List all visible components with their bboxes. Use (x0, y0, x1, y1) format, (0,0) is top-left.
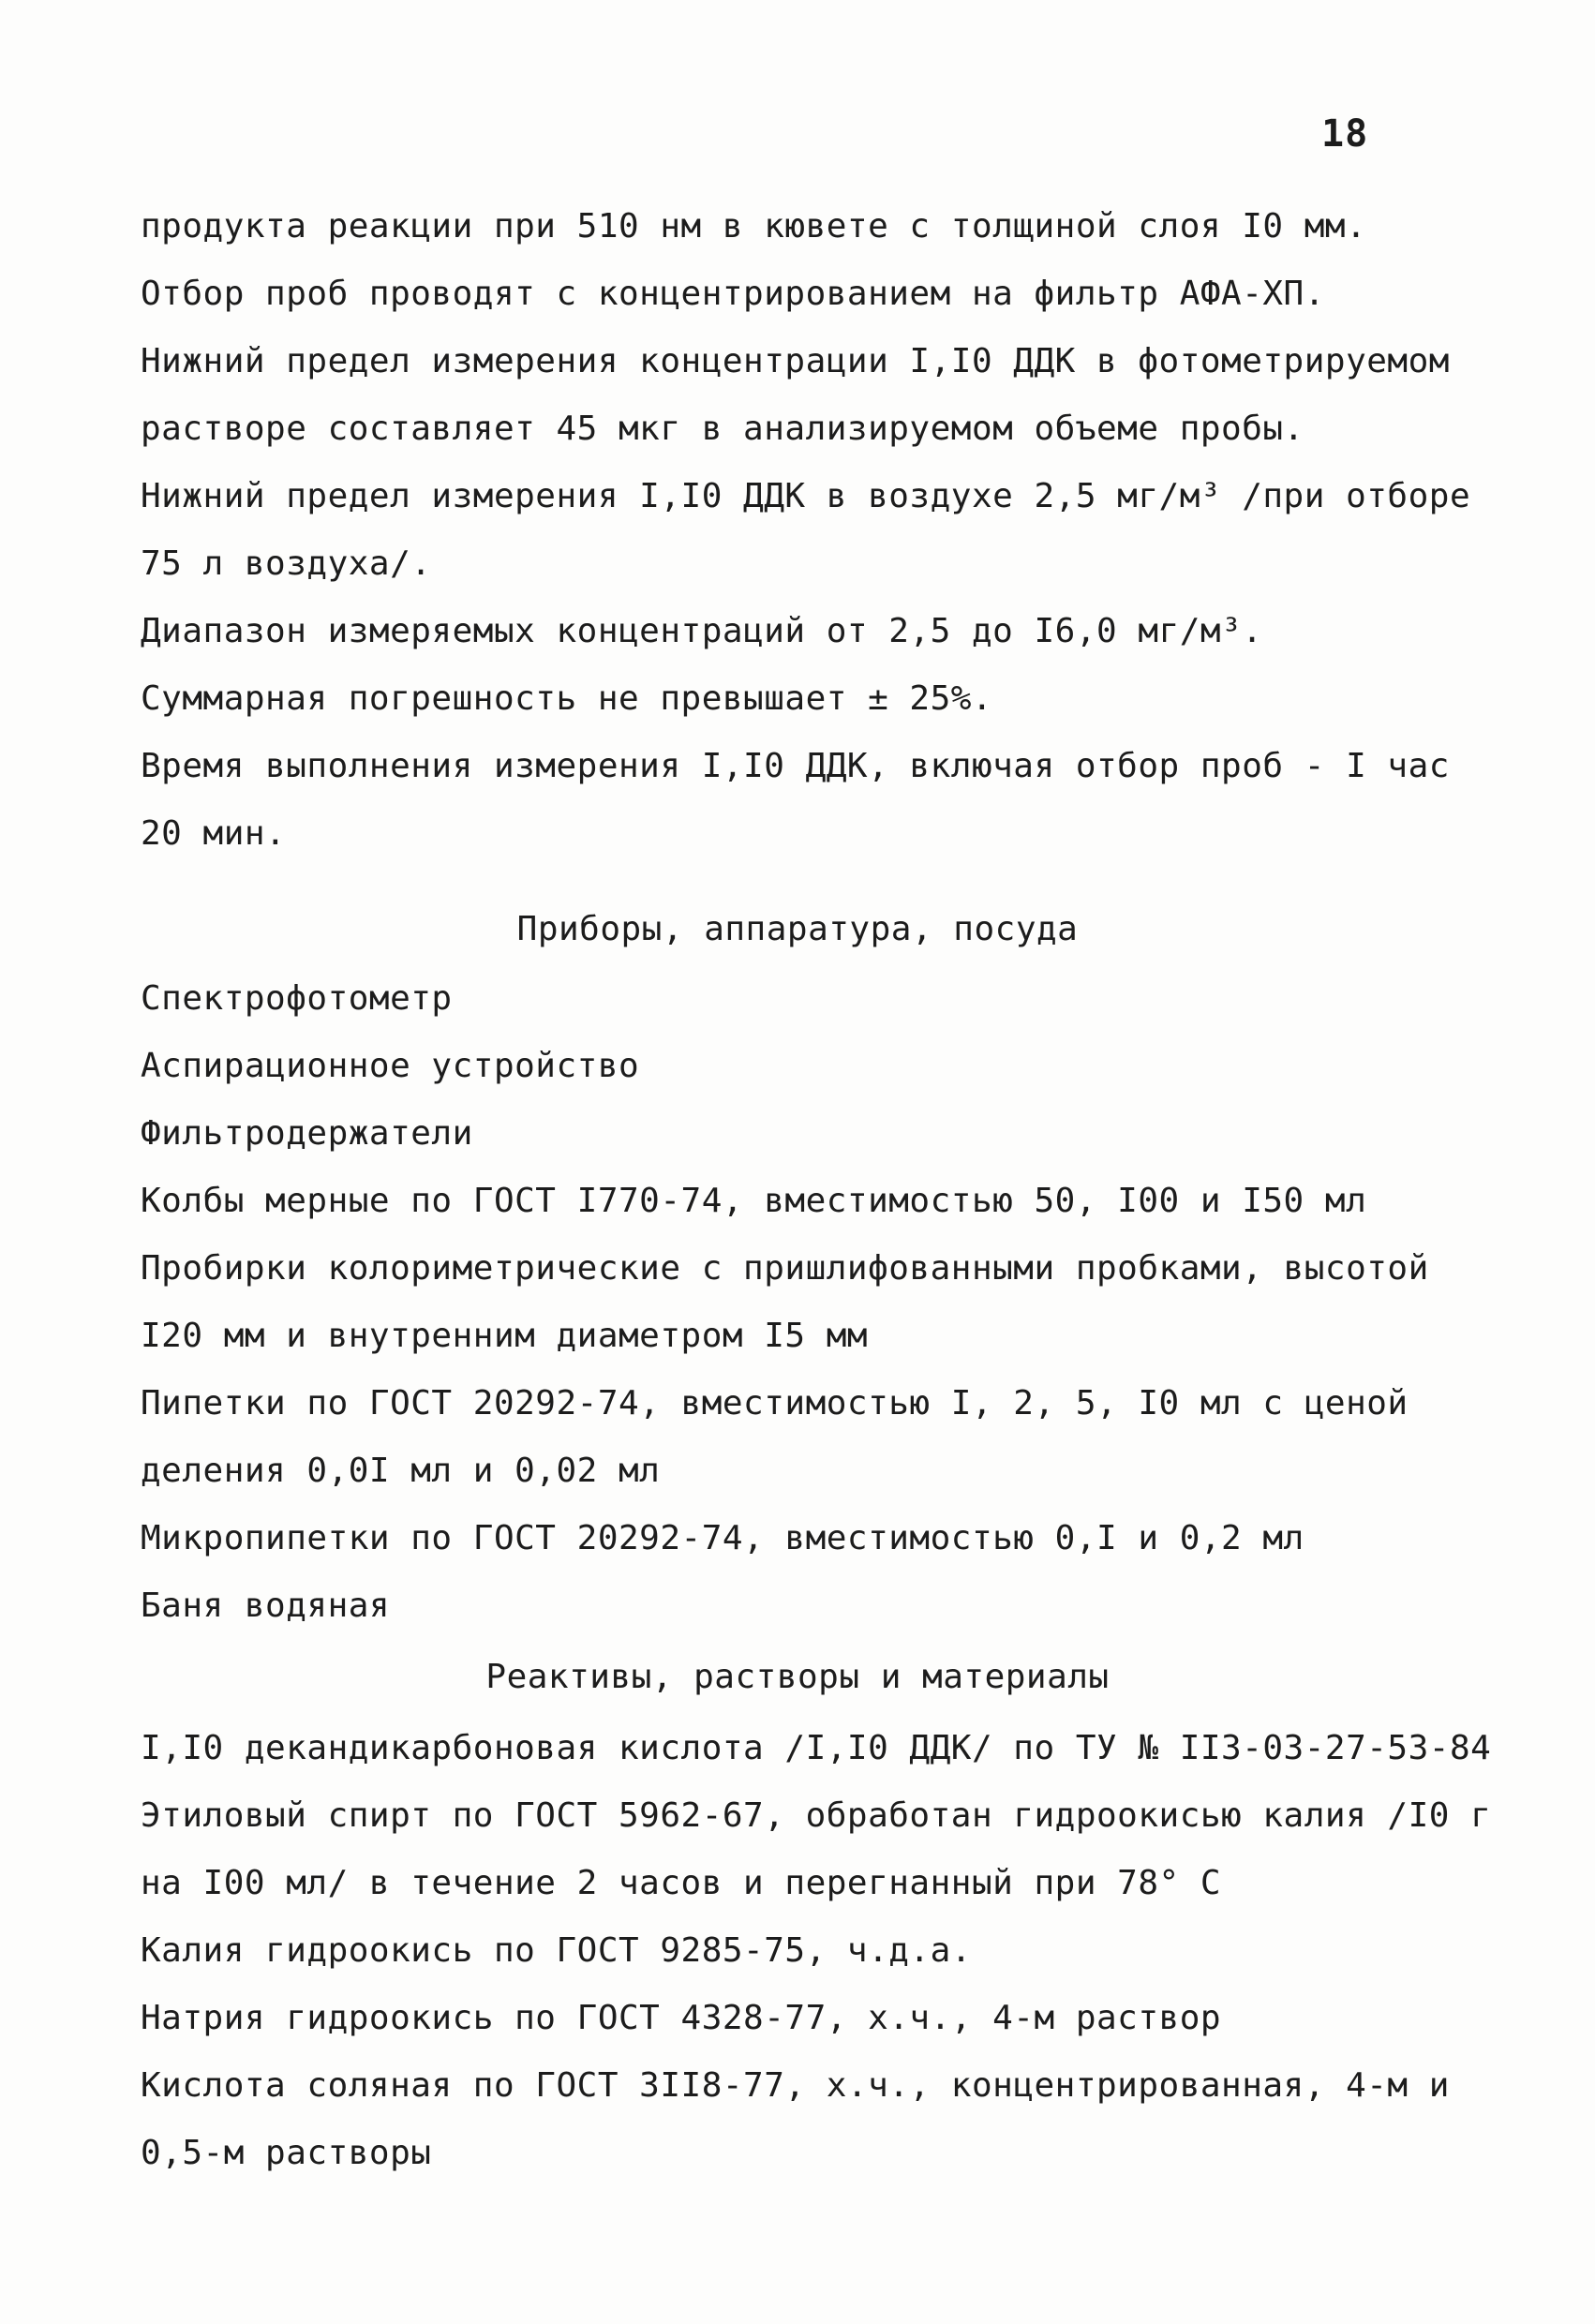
list-item: Фильтродержатели (141, 1114, 473, 1153)
text-line: Время выполнения измерения I,I0 ДДК, включая отбор проб - I час (141, 747, 1450, 785)
text-line: Отбор проб проводят с концентрированием на фильтр АФА-ХП. (141, 275, 1325, 313)
list-item: Пробирки колориметрические с пришлифованными пробками, высотой (141, 1249, 1429, 1288)
list-item: Колбы мерные по ГОСТ I770-74, вместимостью 50, I00 и I50 мл (141, 1182, 1367, 1220)
text-line: продукта реакции при 510 нм в кювете с толщиной слоя I0 мм. (141, 207, 1367, 246)
text-line: растворе составляет 45 мкг в анализируемом объеме пробы. (141, 410, 1304, 448)
list-item: Натрия гидроокись по ГОСТ 4328-77, х.ч., 4-м раствор (141, 1999, 1222, 2037)
list-item: I20 мм и внутренним диаметром I5 мм (141, 1317, 869, 1355)
list-item: 0,5-м растворы (141, 2134, 432, 2172)
list-item: Кислота соляная по ГОСТ 3II8-77, х.ч., концентрированная, 4-м и (141, 2066, 1450, 2105)
list-item: Калия гидроокись по ГОСТ 9285-75, ч.д.а. (141, 1931, 972, 1970)
devices-list (141, 965, 1471, 1640)
reagents-list (141, 1715, 1492, 2187)
list-item: I,I0 декандикарбоновая кислота /I,I0 ДДК/ по ТУ № II3-03-27-53-84 (141, 1729, 1492, 1767)
list-item: Микропипетки по ГОСТ 20292-74, вместимостью 0,I и 0,2 мл (141, 1519, 1304, 1557)
page-number: 18 (1321, 112, 1369, 156)
list-item: Спектрофотометр (141, 979, 453, 1018)
text-line: 20 мин. (141, 814, 287, 853)
section-heading-devices: Приборы, аппаратура, посуда (516, 910, 1079, 948)
list-item: Пипетки по ГОСТ 20292-74, вместимостью I, 2, 5, I0 мл с ценой (141, 1384, 1409, 1423)
list-item: деления 0,0I мл и 0,02 мл (141, 1452, 661, 1490)
list-item: Баня водяная (141, 1587, 391, 1625)
text-line: Нижний предел измерения концентрации I,I0 ДДК в фотометрируемом (141, 342, 1450, 380)
text-line: Нижний предел измерения I,I0 ДДК в воздухе 2,5 мг/м³ /при отборе (141, 477, 1471, 515)
section-heading-reagents: Реактивы, растворы и материалы (485, 1658, 1110, 1696)
text-line: 75 л воздуха/. (141, 544, 432, 583)
text-line: Диапазон измеряемых концентраций от 2,5 до I6,0 мг/м³. (141, 612, 1263, 650)
list-item: Этиловый спирт по ГОСТ 5962-67, обработан гидроокисью калия /I0 г (141, 1796, 1492, 1835)
list-item: Аспирационное устройство (141, 1047, 640, 1085)
text-line: Суммарная погрешность не превышает ± 25%. (141, 679, 993, 718)
list-item: на I00 мл/ в течение 2 часов и перегнанный при 78° С (141, 1864, 1222, 1902)
method-characteristics (141, 193, 1471, 868)
